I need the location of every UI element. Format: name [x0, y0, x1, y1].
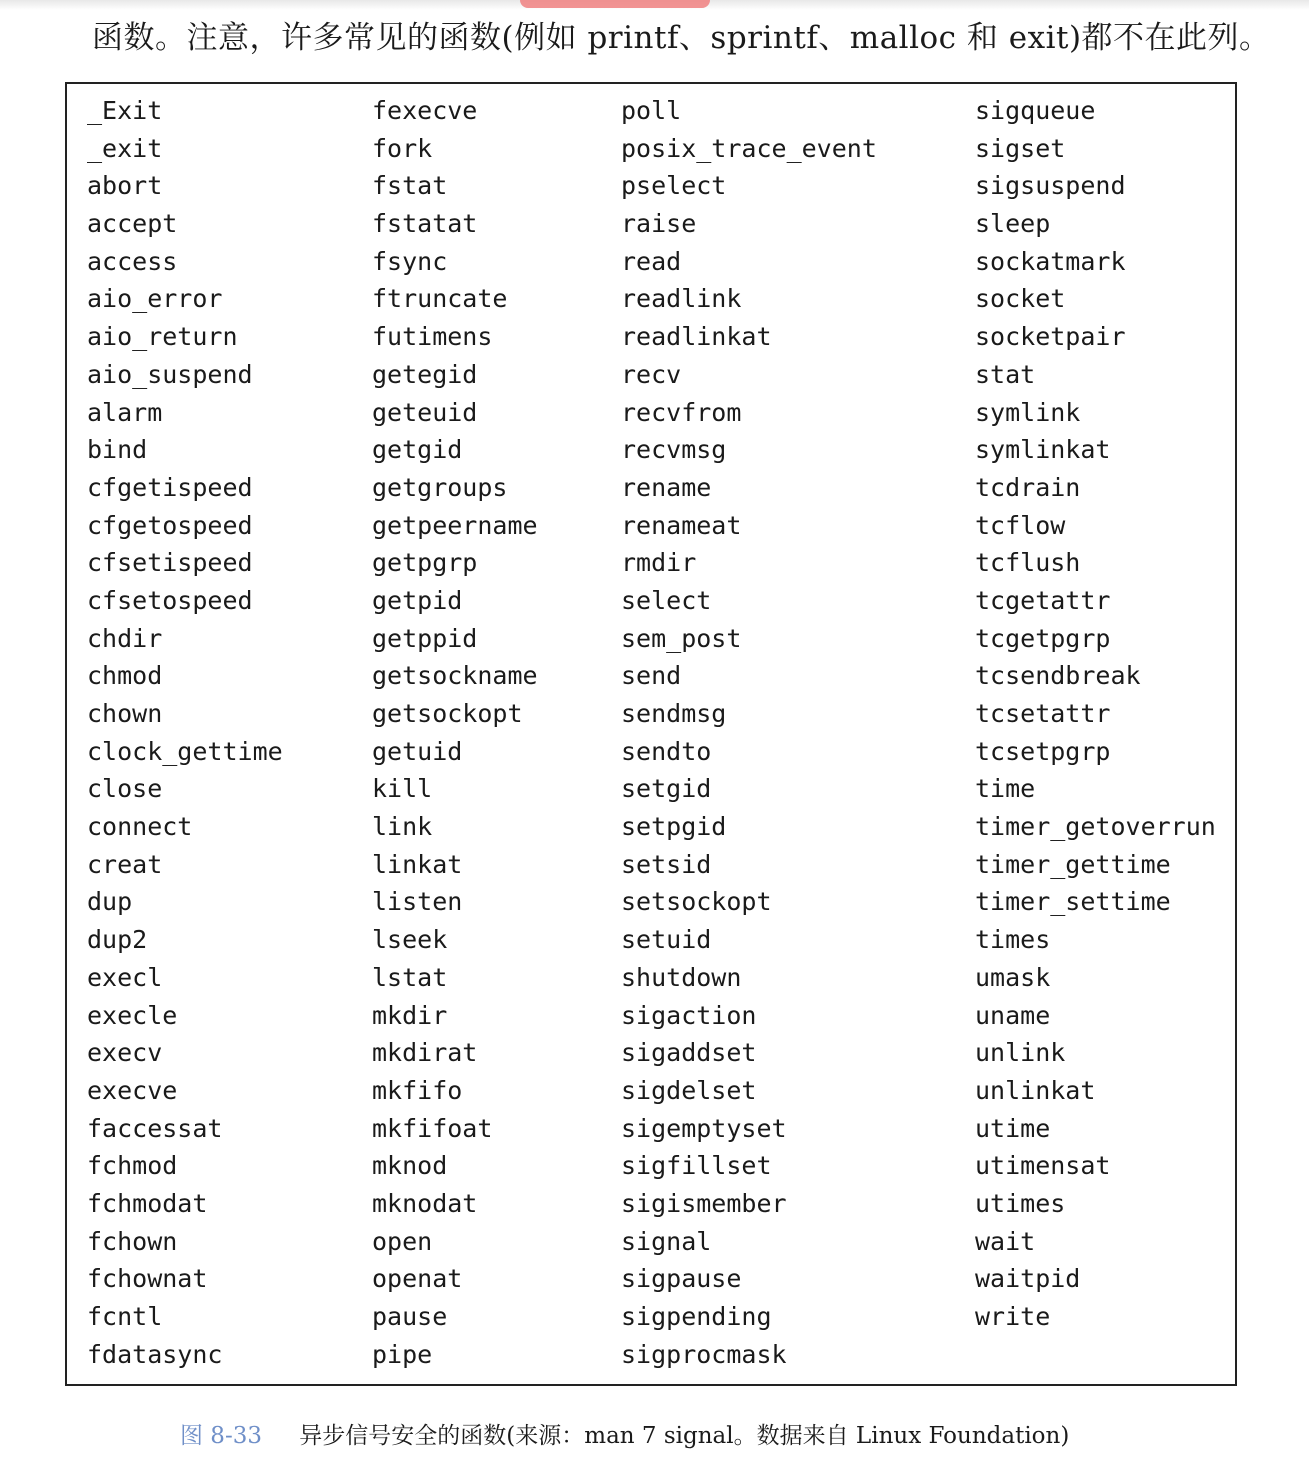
- function-name: faccessat: [87, 1113, 223, 1143]
- function-name: pipe: [372, 1339, 433, 1369]
- function-name: _Exit: [87, 96, 163, 125]
- function-name: uname: [975, 1000, 1051, 1030]
- function-name: tcdrain: [975, 472, 1081, 502]
- function-name: fchmodat: [87, 1188, 208, 1218]
- function-name: setsid: [621, 849, 712, 879]
- function-name: rmdir: [621, 548, 697, 578]
- figure-label: 图 8-33: [180, 1423, 262, 1449]
- function-name: waitpid: [975, 1264, 1081, 1294]
- function-name: raise: [621, 209, 697, 239]
- function-name: poll: [621, 96, 682, 125]
- function-name: readlinkat: [621, 322, 772, 352]
- function-name: mknod: [372, 1151, 448, 1181]
- function-name: read: [621, 246, 682, 276]
- function-name: execl: [87, 962, 163, 992]
- function-column-4: [975, 92, 1216, 1336]
- function-name: fork: [372, 133, 433, 163]
- function-name: _exit: [87, 133, 163, 163]
- function-name: sigdelset: [621, 1075, 757, 1105]
- function-name: utimensat: [975, 1151, 1111, 1181]
- function-name: openat: [372, 1264, 463, 1294]
- function-name: timer_getoverrun: [975, 812, 1216, 842]
- function-name: utime: [975, 1113, 1051, 1143]
- function-name: times: [975, 925, 1051, 955]
- function-name: fstat: [372, 171, 448, 201]
- function-name: fchownat: [87, 1264, 208, 1294]
- function-name: sockatmark: [975, 246, 1126, 276]
- function-name: getpeername: [372, 510, 538, 540]
- function-name: readlink: [621, 284, 742, 314]
- function-name: fexecve: [372, 96, 478, 125]
- function-name: socket: [975, 284, 1066, 314]
- function-name: dup: [87, 887, 133, 917]
- function-name: futimens: [372, 322, 493, 352]
- function-name: chown: [87, 699, 163, 728]
- function-name: tcsetpgrp: [975, 736, 1111, 766]
- function-name: stat: [975, 359, 1036, 389]
- function-name: link: [372, 812, 433, 842]
- function-table: [65, 82, 1237, 1386]
- function-name: alarm: [87, 397, 163, 427]
- function-name: getuid: [372, 736, 463, 766]
- function-name: cfsetispeed: [87, 548, 253, 578]
- function-name: creat: [87, 849, 163, 879]
- function-name: mkfifo: [372, 1075, 463, 1105]
- function-name: posix_trace_event: [621, 133, 877, 163]
- function-name: sigpending: [621, 1302, 772, 1331]
- function-name: sigqueue: [975, 96, 1096, 125]
- function-name: fstatat: [372, 209, 478, 239]
- function-name: fcntl: [87, 1302, 163, 1331]
- function-name: tcgetattr: [975, 585, 1111, 615]
- function-name: unlinkat: [975, 1075, 1096, 1105]
- function-name: time: [975, 774, 1036, 804]
- function-name: fchown: [87, 1226, 178, 1256]
- function-name: getsockopt: [372, 699, 523, 728]
- function-name: signal: [621, 1226, 712, 1256]
- function-name: wait: [975, 1226, 1036, 1256]
- function-name: write: [975, 1302, 1051, 1331]
- function-name: cfsetospeed: [87, 585, 253, 615]
- function-name: setgid: [621, 774, 712, 804]
- function-name: lseek: [372, 925, 448, 955]
- function-name: timer_settime: [975, 887, 1171, 917]
- function-name: tcgetpgrp: [975, 623, 1111, 653]
- function-name: setuid: [621, 925, 712, 955]
- function-name: ftruncate: [372, 284, 508, 314]
- function-column-2: [372, 92, 538, 1373]
- function-name: execv: [87, 1038, 163, 1068]
- function-name: rename: [621, 472, 712, 502]
- function-column-1: [87, 92, 283, 1373]
- function-name: utimes: [975, 1188, 1066, 1218]
- function-name: recvmsg: [621, 435, 727, 465]
- function-name: tcflush: [975, 548, 1081, 578]
- function-name: sendmsg: [621, 699, 727, 728]
- function-name: aio_error: [87, 284, 223, 314]
- function-name: mknodat: [372, 1188, 478, 1218]
- function-name: pselect: [621, 171, 727, 201]
- function-name: getgid: [372, 435, 463, 465]
- function-name: send: [621, 661, 682, 691]
- figure-caption: [180, 1418, 1069, 1454]
- function-name: sigprocmask: [621, 1339, 787, 1369]
- function-name: pause: [372, 1302, 448, 1331]
- function-name: connect: [87, 812, 193, 842]
- function-name: getppid: [372, 623, 478, 653]
- function-name: sigaddset: [621, 1038, 757, 1068]
- function-name: open: [372, 1226, 433, 1256]
- function-name: getsockname: [372, 661, 538, 691]
- function-name: dup2: [87, 925, 148, 955]
- function-name: sendto: [621, 736, 712, 766]
- function-name: sigpause: [621, 1264, 742, 1294]
- function-name: umask: [975, 962, 1051, 992]
- function-name: sleep: [975, 209, 1051, 239]
- function-name: chdir: [87, 623, 163, 653]
- function-name: tcflow: [975, 510, 1066, 540]
- intro-text: 函数。注意，许多常见的函数(例如 printf、sprintf、malloc 和 exit)都不在此列。: [92, 20, 1271, 56]
- function-name: tcsendbreak: [975, 661, 1141, 691]
- function-name: fdatasync: [87, 1339, 223, 1369]
- function-name: execle: [87, 1000, 178, 1030]
- function-name: setpgid: [621, 812, 727, 842]
- function-name: bind: [87, 435, 148, 465]
- function-name: close: [87, 774, 163, 804]
- function-name: sigemptyset: [621, 1113, 787, 1143]
- function-name: getgroups: [372, 472, 508, 502]
- function-name: fchmod: [87, 1151, 178, 1181]
- function-name: kill: [372, 774, 433, 804]
- function-name: sigismember: [621, 1188, 787, 1218]
- function-name: aio_suspend: [87, 359, 253, 389]
- function-name: sem_post: [621, 623, 742, 653]
- function-name: abort: [87, 171, 163, 201]
- highlighter-mark: [520, 0, 710, 8]
- function-name: getpid: [372, 585, 463, 615]
- function-name: mkdir: [372, 1000, 448, 1030]
- function-name: clock_gettime: [87, 736, 283, 766]
- function-name: renameat: [621, 510, 742, 540]
- function-name: shutdown: [621, 962, 742, 992]
- function-name: unlink: [975, 1038, 1066, 1068]
- function-name: recv: [621, 359, 682, 389]
- function-name: cfgetospeed: [87, 510, 253, 540]
- function-name: geteuid: [372, 397, 478, 427]
- function-name: sigsuspend: [975, 171, 1126, 201]
- function-name: getegid: [372, 359, 478, 389]
- figure-title: 异步信号安全的函数(来源：man 7 signal。数据来自 Linux Foundation): [299, 1423, 1070, 1449]
- function-name: socketpair: [975, 322, 1126, 352]
- function-name: mkdirat: [372, 1038, 478, 1068]
- function-name: chmod: [87, 661, 163, 691]
- function-column-3: [621, 92, 877, 1373]
- function-name: sigfillset: [621, 1151, 772, 1181]
- function-name: linkat: [372, 849, 463, 879]
- function-name: listen: [372, 887, 463, 917]
- function-name: lstat: [372, 962, 448, 992]
- function-name: fsync: [372, 246, 448, 276]
- function-name: getpgrp: [372, 548, 478, 578]
- function-name: setsockopt: [621, 887, 772, 917]
- function-name: symlinkat: [975, 435, 1111, 465]
- function-name: tcsetattr: [975, 699, 1111, 728]
- function-name: sigset: [975, 133, 1066, 163]
- function-name: sigaction: [621, 1000, 757, 1030]
- function-name: accept: [87, 209, 178, 239]
- function-name: timer_gettime: [975, 849, 1171, 879]
- function-name: mkfifoat: [372, 1113, 493, 1143]
- function-name: recvfrom: [621, 397, 742, 427]
- function-name: access: [87, 246, 178, 276]
- function-name: execve: [87, 1075, 178, 1105]
- function-name: aio_return: [87, 322, 238, 352]
- function-name: symlink: [975, 397, 1081, 427]
- function-name: cfgetispeed: [87, 472, 253, 502]
- function-name: select: [621, 585, 712, 615]
